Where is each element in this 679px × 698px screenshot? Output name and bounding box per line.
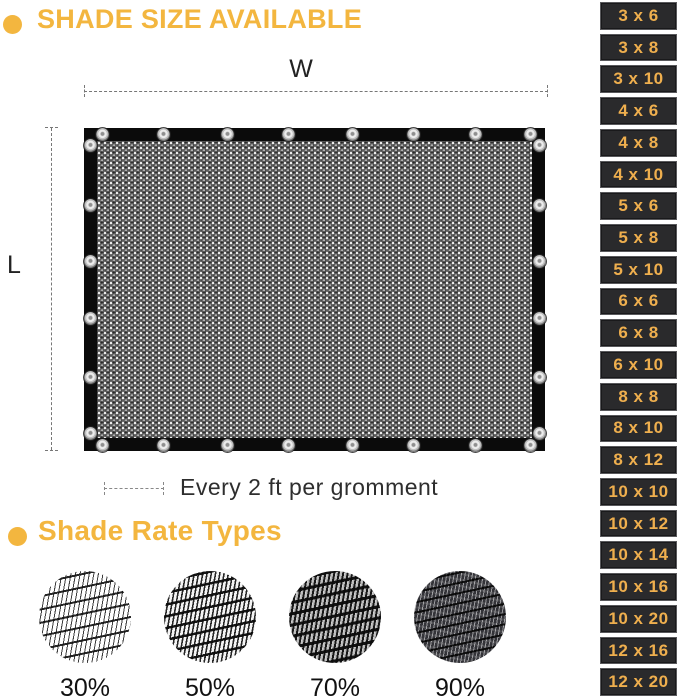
grommet-icon (221, 439, 234, 452)
size-chip: 6 x 6 (600, 288, 677, 316)
grommet-icon (469, 439, 482, 452)
grommet-icon (407, 439, 420, 452)
grommet-icon (469, 128, 482, 141)
width-dimension-label: W (289, 55, 313, 83)
grommet-note: Every 2 ft per gromment (180, 474, 439, 500)
length-dimension-tick-top (45, 127, 58, 128)
shade-rates-row (39, 571, 506, 698)
shade-rate-item (39, 571, 131, 698)
shade-rate-swatch (164, 571, 256, 663)
section-title-rates: Shade Rate Types (38, 515, 282, 546)
grommet-icon (533, 427, 546, 440)
grommet-icon (84, 199, 97, 212)
grommet-icon (346, 439, 359, 452)
mesh-texture (97, 141, 532, 438)
grommet-icon (533, 139, 546, 152)
grommet-icon (96, 439, 109, 452)
length-dimension-line (51, 128, 52, 450)
shade-rate-label: 50% (184, 674, 236, 698)
size-chip: 10 x 16 (600, 573, 677, 601)
size-chip: 5 x 6 (600, 192, 677, 220)
width-dimension-line (84, 91, 548, 92)
shade-rate-swatch (414, 571, 506, 663)
size-chip: 5 x 10 (600, 256, 677, 284)
grommet-icon (157, 128, 170, 141)
size-chip: 5 x 8 (600, 224, 677, 252)
grommet-icon (533, 312, 546, 325)
size-chip: 12 x 16 (600, 637, 677, 665)
grommet-icon (282, 439, 295, 452)
size-chip: 3 x 10 (600, 65, 677, 93)
size-chip: 3 x 8 (600, 34, 677, 62)
shade-rate-label: 30% (59, 674, 111, 698)
size-chip: 12 x 20 (600, 668, 677, 696)
grommet-icon (524, 439, 537, 452)
grommet-icon (533, 371, 546, 384)
shade-rate-item (414, 571, 506, 698)
shade-rate-item (289, 571, 381, 698)
grommet-icon (346, 128, 359, 141)
size-chip: 8 x 12 (600, 446, 677, 474)
grommet-icon (533, 255, 546, 268)
size-list (600, 0, 677, 698)
size-chip: 10 x 20 (600, 605, 677, 633)
grommet-spacing-tick-right (163, 482, 164, 495)
grommet-spacing-bracket (104, 488, 164, 489)
grommet-icon (84, 371, 97, 384)
grommet-icon (84, 427, 97, 440)
length-dimension-tick-bottom (45, 450, 58, 451)
shade-rate-label: 70% (309, 674, 361, 698)
bullet-icon (3, 15, 22, 34)
grommet-icon (221, 128, 234, 141)
size-chip: 10 x 14 (600, 541, 677, 569)
size-chip: 4 x 8 (600, 129, 677, 157)
width-dimension-tick-right (547, 85, 548, 97)
grommet-icon (84, 312, 97, 325)
size-chip: 8 x 8 (600, 383, 677, 411)
shade-rate-item (164, 571, 256, 698)
size-chip: 8 x 10 (600, 415, 677, 443)
shade-rate-swatch (39, 571, 131, 663)
size-chip: 10 x 10 (600, 478, 677, 506)
bullet-icon (8, 527, 27, 546)
grommet-icon (84, 255, 97, 268)
size-chip: 6 x 8 (600, 319, 677, 347)
size-chip: 4 x 6 (600, 97, 677, 125)
size-chip: 3 x 6 (600, 2, 677, 30)
grommet-icon (84, 139, 97, 152)
grommet-spacing-tick-left (104, 482, 105, 495)
grommet-icon (282, 128, 295, 141)
grommet-icon (96, 128, 109, 141)
shade-rate-swatch (289, 571, 381, 663)
length-dimension-label: L (7, 251, 21, 279)
grommet-icon (407, 128, 420, 141)
size-chip: 4 x 10 (600, 161, 677, 189)
size-chip: 10 x 12 (600, 510, 677, 538)
grommet-icon (524, 128, 537, 141)
shade-net-illustration (84, 128, 545, 451)
section-title-sizes: SHADE SIZE AVAILABLE (37, 4, 363, 34)
shade-rate-label: 90% (434, 674, 486, 698)
grommet-icon (533, 199, 546, 212)
grommet-icon (157, 439, 170, 452)
width-dimension-tick-left (84, 85, 85, 97)
size-chip: 6 x 10 (600, 351, 677, 379)
